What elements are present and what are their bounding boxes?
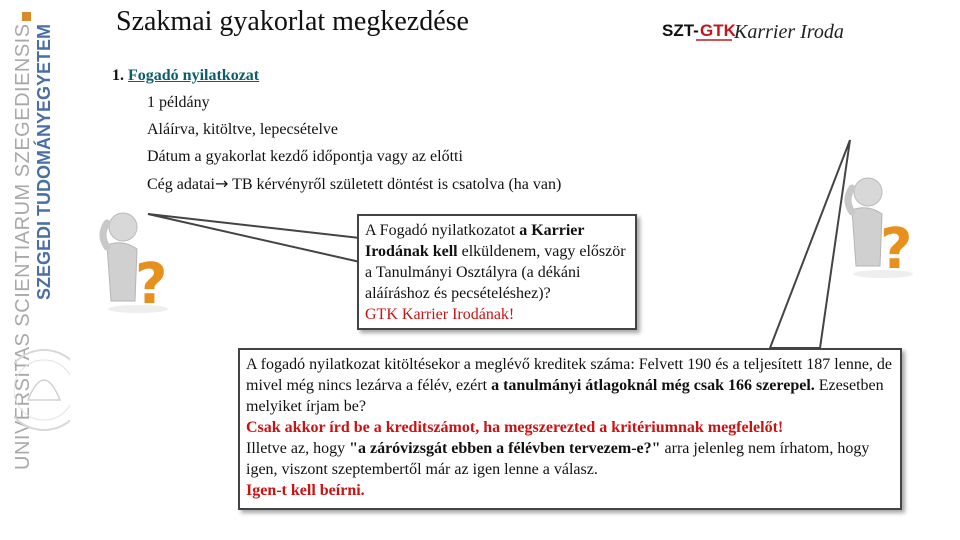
question-callout-2 [238, 348, 902, 510]
callout-2-bold: a tanulmányi átlagoknál még csak 166 szerepel. [491, 377, 815, 394]
callout-2-text: Illetve az, hogy [246, 440, 350, 457]
callout-2-tail [770, 140, 850, 348]
callout-2-answer-2: Igen-t kell beírni. [246, 482, 365, 499]
list-item: 1 példány [147, 94, 210, 111]
university-hungarian-name: SZEGEDI TUDOMÁNYEGYETEM [34, 23, 54, 300]
list-item-text: TB kérvényről született döntést is csatolva (ha van) [232, 176, 562, 193]
callout-2-bold: "a záróvizsgát ebben a félévben tervezem-e?" [349, 440, 661, 457]
callout-1-answer: GTK Karrier Irodának! [365, 306, 515, 323]
university-latin-name: UNIVERSITAS SCIENTIARUM SZEGEDIENSIS [12, 23, 34, 470]
callout-1-tail [148, 214, 360, 262]
callout-1-text: A Fogadó nyilatkozatot [365, 222, 520, 239]
fogado-nyilatkozat-link[interactable]: Fogadó nyilatkozat [128, 67, 260, 84]
svg-text:Karrier Iroda: Karrier Iroda [734, 21, 844, 43]
list-item: Dátum a gyakorlat kezdő időpontja vagy az előtti [147, 148, 463, 165]
page-title: Szakmai gyakorlat megkezdése [116, 6, 469, 37]
question-callout-1 [357, 214, 637, 330]
callout-1-text: elküldenem, vagy először a Tanulmányi Osztályra (a dékáni aláíráshoz és pecsételéshez)? [365, 243, 626, 302]
callout-2-answer-1: Csak akkor írd be a kreditszámot, ha megszerezted a kritériumnak megfelelőt! [246, 419, 784, 436]
list-item-text: Cég adatai [147, 176, 215, 193]
callout-1-bold: a Karrier Irodának kell [365, 222, 585, 260]
list-number: 1. [112, 67, 124, 84]
callout-2-text: Ezesetben melyiket írjam be? [246, 377, 884, 415]
svg-text:GTK: GTK [700, 21, 736, 40]
callout-2-text: A fogadó nyilatkozat kitöltésekor a meglévő kreditek száma: Felvett 190 és a teljesített 187 lenne, de mivel még nincs lezárva a félév, ezért [246, 356, 893, 394]
arrow-right-icon: → [214, 174, 229, 193]
svg-text:?: ? [135, 252, 168, 315]
svg-text:SZT-: SZT- [662, 21, 699, 40]
list-item: Aláírva, kitöltve, lepecsételve [147, 121, 339, 138]
callout-2-text: arra jelenleg nem írhatom, hogy igen, viszont szeptembertől már az igen lenne a válasz. [246, 440, 870, 478]
svg-text:?: ? [880, 217, 913, 280]
